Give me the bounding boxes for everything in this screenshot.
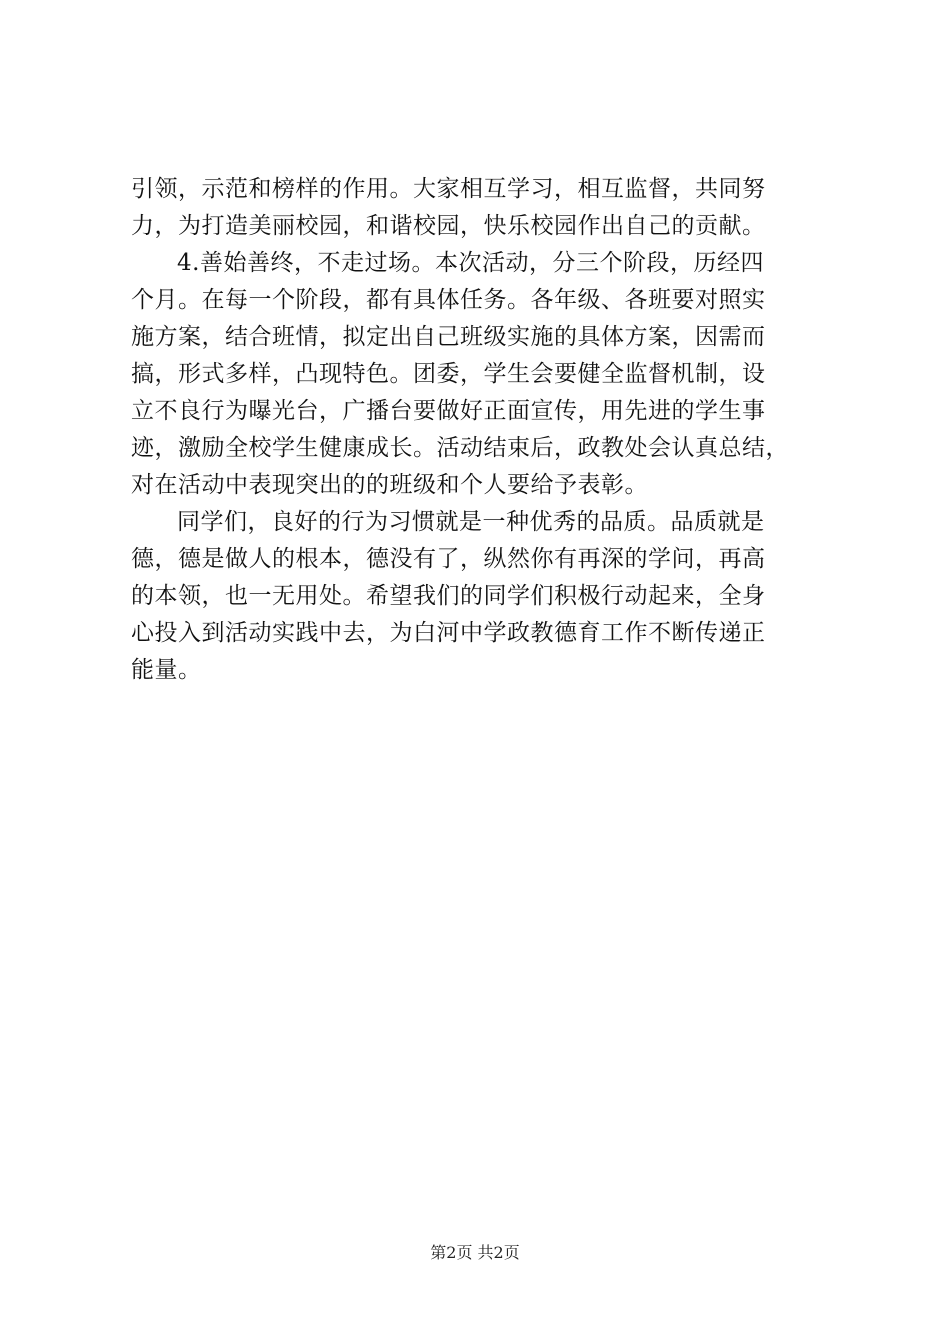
paragraph-line: 力，为打造美丽校园，和谐校园，快乐校园作出自己的贡献。	[131, 213, 766, 239]
paragraph-line: 德，德是做人的根本，德没有了，纵然你有再深的学问，再高	[131, 546, 766, 572]
document-body	[131, 171, 831, 689]
paragraph-line: 4.善始善终，不走过场。本次活动，分三个阶段，历经四	[177, 250, 764, 276]
paragraph-line: 立不良行为曝光台，广播台要做好正面宣传，用先进的学生事	[131, 398, 766, 424]
paragraph-line: 施方案，结合班情，拟定出自己班级实施的具体方案，因需而	[131, 324, 766, 350]
paragraph-line: 引领，示范和榜样的作用。大家相互学习，相互监督，共同努	[131, 176, 766, 202]
paragraph-line: 同学们，良好的行为习惯就是一种优秀的品质。品质就是	[177, 509, 765, 535]
page-footer	[0, 1242, 950, 1264]
page-number: 第2页 共2页	[430, 1243, 520, 1262]
paragraph-line: 心投入到活动实践中去，为白河中学政教德育工作不断传递正	[131, 620, 766, 646]
paragraph-line: 迹，激励全校学生健康成长。活动结束后，政教处会认真总结，	[131, 435, 789, 461]
paragraph-line: 的本领，也一无用处。希望我们的同学们积极行动起来，全身	[131, 583, 766, 609]
paragraph-line: 对在活动中表现突出的的班级和个人要给予表彰。	[131, 472, 648, 498]
paragraph-line: 能量。	[131, 657, 202, 683]
paragraph-line: 个月。在每一个阶段，都有具体任务。各年级、各班要对照实	[131, 287, 766, 313]
paragraph-line: 搞，形式多样，凸现特色。团委，学生会要健全监督机制，设	[131, 361, 766, 387]
